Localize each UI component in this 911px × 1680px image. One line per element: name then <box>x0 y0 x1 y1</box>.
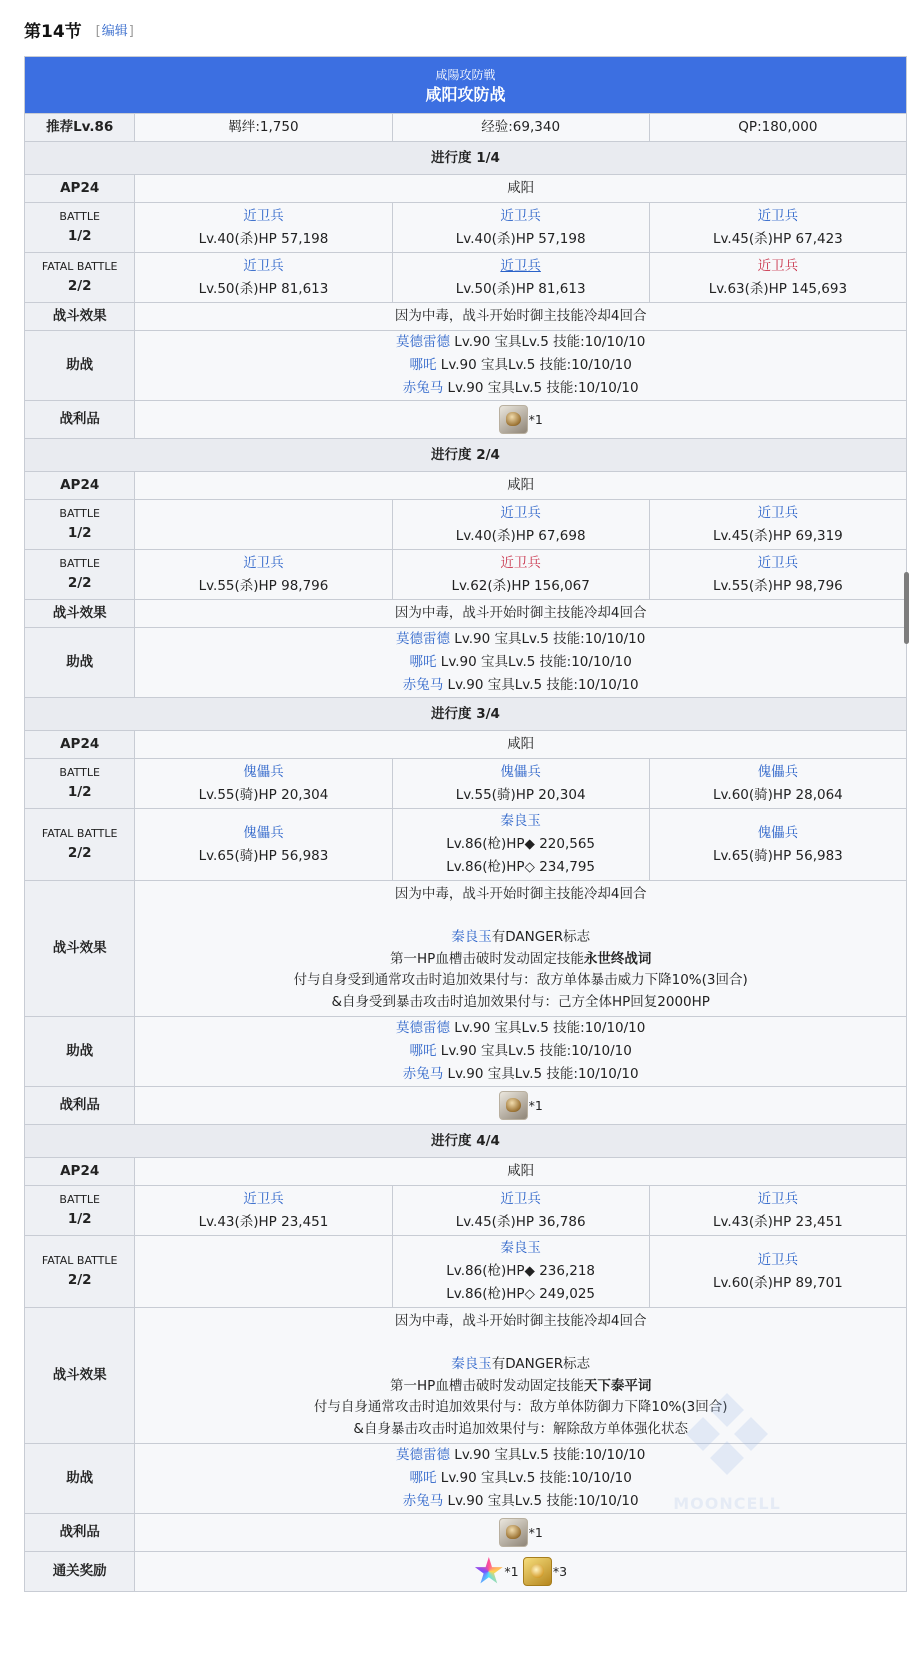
battle-effect: 因为中毒，战斗开始时御主技能冷却4回合 <box>135 600 907 628</box>
ap-cost: AP24 <box>25 472 135 500</box>
enemy-stats: Lv.60(杀)HP 89,701 <box>712 1274 843 1291</box>
support-label: 助战 <box>25 331 135 401</box>
scrollbar-thumb[interactable] <box>904 572 909 644</box>
enemy-name[interactable]: 近卫兵 <box>243 257 284 274</box>
edit-link[interactable]: 编辑 <box>101 23 128 39</box>
support-servant-link[interactable]: 哪吒 <box>409 1043 437 1059</box>
support-list: 莫德雷德 Lv.90 宝具Lv.5 技能:10/10/10 哪吒 Lv.90 宝具Lv.5 技能:10/10/10 赤兔马 Lv.90 宝具Lv.5 技能:10/10/10 <box>135 1444 907 1514</box>
wave-label: BATTLE 1/2 <box>25 1186 135 1236</box>
wave-label: FATAL BATTLE 2/2 <box>25 253 135 303</box>
drops <box>135 1087 907 1125</box>
enemy-name[interactable]: 近卫兵 <box>757 504 799 521</box>
enemy-name[interactable]: 近卫兵 <box>757 554 799 571</box>
enemy-name[interactable]: 近卫兵 <box>757 1190 799 1207</box>
location: 咸阳 <box>135 175 907 203</box>
enemy-name[interactable]: 近卫兵 <box>243 554 284 571</box>
section-title: 第14节 <box>24 21 82 42</box>
bond-value: 羁绊:1,750 <box>135 114 392 142</box>
enemy-cell <box>649 253 906 303</box>
ap-cost: AP24 <box>25 731 135 759</box>
recommend-level: 推荐Lv.86 <box>25 114 135 142</box>
support-label: 助战 <box>25 628 135 698</box>
boss-cell <box>392 809 649 881</box>
location: 咸阳 <box>135 472 907 500</box>
enemy-stats: Lv.40(杀)HP 57,198 <box>198 230 329 247</box>
reward-qty: *3 <box>552 1564 568 1579</box>
section-header <box>24 16 134 42</box>
support-label: 助战 <box>25 1444 135 1514</box>
enemy-cell <box>392 253 649 303</box>
support-servant-link[interactable]: 莫德雷德 <box>396 631 451 647</box>
enemy-name[interactable]: 近卫兵 <box>757 207 799 224</box>
wave-label: BATTLE 1/2 <box>25 500 135 550</box>
wave-label: FATAL BATTLE 2/2 <box>25 809 135 881</box>
boss-hp-bar-2: Lv.86(枪)HP◇ 249,025 <box>446 1286 596 1302</box>
battle-effect: 因为中毒，战斗开始时御主技能冷却4回合 <box>135 303 907 331</box>
support-list: 莫德雷德 Lv.90 宝具Lv.5 技能:10/10/10 哪吒 Lv.90 宝具Lv.5 技能:10/10/10 赤兔马 Lv.90 宝具Lv.5 技能:10/10/10 <box>135 331 907 401</box>
enemy-name[interactable]: 傀儡兵 <box>757 763 799 780</box>
support-servant-link[interactable]: 赤兔马 <box>402 677 444 693</box>
edit-link-wrapper: [编辑] <box>95 23 134 39</box>
enemy-cell <box>135 1186 392 1236</box>
gear-material-icon[interactable] <box>499 405 528 434</box>
enemy-cell <box>392 550 649 600</box>
support-servant-link[interactable]: 哪吒 <box>409 357 437 373</box>
enemy-stats: Lv.55(骑)HP 20,304 <box>198 786 329 803</box>
enemy-name[interactable]: 傀儡兵 <box>243 824 284 841</box>
enemy-stats: Lv.43(杀)HP 23,451 <box>198 1213 329 1230</box>
enemy-stats: Lv.40(杀)HP 57,198 <box>455 230 586 247</box>
enemy-name[interactable]: 近卫兵 <box>757 1251 799 1268</box>
battle-effect-label: 战斗效果 <box>25 303 135 331</box>
quest-title-cn: 咸阳攻防战 <box>425 85 506 104</box>
enemy-stats: Lv.40(杀)HP 67,698 <box>455 527 586 544</box>
support-list: 莫德雷德 Lv.90 宝具Lv.5 技能:10/10/10 哪吒 Lv.90 宝具Lv.5 技能:10/10/10 赤兔马 Lv.90 宝具Lv.5 技能:10/10/10 <box>135 1017 907 1087</box>
enemy-cell <box>135 809 392 881</box>
support-servant-link[interactable]: 莫德雷德 <box>396 334 451 350</box>
enemy-stats: Lv.65(骑)HP 56,983 <box>198 847 329 864</box>
saint-quartz-icon[interactable] <box>474 1557 503 1586</box>
support-servant-link[interactable]: 哪吒 <box>409 1470 437 1486</box>
enemy-name[interactable]: 近卫兵 <box>500 504 541 521</box>
enemy-stats: Lv.45(杀)HP 36,786 <box>455 1213 586 1230</box>
enemy-stats: Lv.55(杀)HP 98,796 <box>198 577 329 594</box>
enemy-cell <box>649 759 906 809</box>
enemy-cell <box>392 759 649 809</box>
quest-table-wrapper <box>24 56 907 1592</box>
boss-hp-bar-1: Lv.86(枪)HP◆ 220,565 <box>446 836 596 852</box>
battle-effect-label: 战斗效果 <box>25 1308 135 1444</box>
skill-name: 天下泰平词 <box>583 1377 652 1394</box>
boss-hp-bar-1: Lv.86(枪)HP◆ 236,218 <box>446 1263 596 1279</box>
skill-name: 永世终战词 <box>583 950 652 967</box>
support-label: 助战 <box>25 1017 135 1087</box>
reward-qty: *1 <box>504 1564 519 1579</box>
clear-reward <box>135 1552 907 1592</box>
enemy-name[interactable]: 近卫兵 <box>500 554 541 571</box>
watermark-text: MOONCELL <box>673 1494 781 1513</box>
progress-header: 进行度 4/4 <box>25 1125 907 1158</box>
battle-effect-label: 战斗效果 <box>25 600 135 628</box>
battle-effect: 因为中毒，战斗开始时御主技能冷却4回合 秦良玉有DANGER标志 第一HP血槽击破时发动固定技能天下泰平词 付与自身通常攻击时追加效果付与：敌方单体防御力下降10%(3回合) &自身暴击攻击时追加效果付与：解除敌方单体强化状态 <box>135 1308 907 1444</box>
ap-cost: AP24 <box>25 1158 135 1186</box>
boss-link[interactable]: 秦良玉 <box>451 929 492 945</box>
battle-effect: 因为中毒，战斗开始时御主技能冷却4回合 秦良玉有DANGER标志 第一HP血槽击破时发动固定技能永世终战词 付与自身受到通常攻击时追加效果付与：敌方单体暴击威力下降10%(3回合) &自身受到暴击攻击时追加效果付与：己方全体HP回复2000HP <box>135 881 907 1017</box>
support-list: 莫德雷德 Lv.90 宝具Lv.5 技能:10/10/10 哪吒 Lv.90 宝具Lv.5 技能:10/10/10 赤兔马 Lv.90 宝具Lv.5 技能:10/10/10 <box>135 628 907 698</box>
drops <box>135 401 907 439</box>
enemy-stats: Lv.45(杀)HP 67,423 <box>712 230 843 247</box>
support-servant-link[interactable]: 哪吒 <box>409 654 437 670</box>
quest-table <box>24 56 907 1592</box>
location: 咸阳 <box>135 731 907 759</box>
enemy-cell-empty <box>135 1236 392 1308</box>
gear-material-icon[interactable] <box>499 1091 528 1120</box>
quest-title <box>25 57 907 114</box>
enemy-name[interactable]: 近卫兵 <box>500 257 541 274</box>
clear-reward-label: 通关奖励 <box>25 1552 135 1592</box>
enemy-stats: Lv.63(杀)HP 145,693 <box>708 280 848 297</box>
enemy-stats: Lv.55(骑)HP 20,304 <box>455 786 586 803</box>
enemy-name[interactable]: 近卫兵 <box>500 1190 541 1207</box>
exp-value: 经验:69,340 <box>392 114 649 142</box>
progress-header: 进行度 3/4 <box>25 698 907 731</box>
enemy-stats: Lv.60(骑)HP 28,064 <box>712 786 843 803</box>
support-servant-link[interactable]: 莫德雷德 <box>396 1447 451 1463</box>
enemy-stats: Lv.43(杀)HP 23,451 <box>712 1213 843 1230</box>
location: 咸阳 <box>135 1158 907 1186</box>
enemy-name[interactable]: 近卫兵 <box>243 1190 284 1207</box>
qp-value: QP:180,000 <box>649 114 906 142</box>
progress-header: 进行度 2/4 <box>25 439 907 472</box>
enemy-name[interactable]: 傀儡兵 <box>757 824 799 841</box>
ap-cost: AP24 <box>25 175 135 203</box>
progress-header: 进行度 1/4 <box>25 142 907 175</box>
enemy-cell <box>649 500 906 550</box>
boss-link[interactable]: 秦良玉 <box>451 1356 492 1372</box>
support-servant-link[interactable]: 赤兔马 <box>402 380 444 396</box>
enemy-stats: Lv.62(杀)HP 156,067 <box>451 577 590 594</box>
enemy-stats: Lv.45(杀)HP 69,319 <box>712 527 843 544</box>
enemy-stats: Lv.50(杀)HP 81,613 <box>455 280 586 297</box>
enemy-stats: Lv.55(杀)HP 98,796 <box>712 577 843 594</box>
gear-material-icon[interactable] <box>499 1518 528 1547</box>
enemy-cell <box>649 1186 906 1236</box>
drop-qty: *1 <box>528 1525 543 1540</box>
drops <box>135 1514 907 1552</box>
enemy-cell <box>649 809 906 881</box>
drops-label: 战利品 <box>25 1514 135 1552</box>
enemy-cell <box>649 1236 906 1308</box>
boss-name[interactable]: 秦良玉 <box>500 813 541 829</box>
enemy-cell-empty <box>135 500 392 550</box>
enemy-name[interactable]: 傀儡兵 <box>243 763 284 780</box>
enemy-cell <box>649 550 906 600</box>
support-servant-link[interactable]: 赤兔马 <box>402 1493 444 1509</box>
drop-qty: *1 <box>528 1098 543 1113</box>
drops-label: 战利品 <box>25 1087 135 1125</box>
enemy-name[interactable]: 近卫兵 <box>243 207 284 224</box>
support-servant-link[interactable]: 莫德雷德 <box>396 1020 451 1036</box>
quest-title-jp: 咸陽攻防戦 <box>435 68 496 82</box>
drops-label: 战利品 <box>25 401 135 439</box>
battle-effect-label: 战斗效果 <box>25 881 135 1017</box>
enemy-stats: Lv.65(骑)HP 56,983 <box>712 847 843 864</box>
enemy-name[interactable]: 近卫兵 <box>757 257 799 274</box>
enemy-cell <box>135 253 392 303</box>
enemy-stats: Lv.50(杀)HP 81,613 <box>198 280 329 297</box>
wave-label: BATTLE 1/2 <box>25 203 135 253</box>
drop-qty: *1 <box>528 412 543 427</box>
wave-label: BATTLE 2/2 <box>25 550 135 600</box>
enemy-cell <box>392 500 649 550</box>
enemy-name[interactable]: 近卫兵 <box>500 207 541 224</box>
boss-name[interactable]: 秦良玉 <box>500 1240 541 1256</box>
golden-fou-icon[interactable] <box>523 1557 552 1586</box>
enemy-cell <box>392 1186 649 1236</box>
wave-label: BATTLE 1/2 <box>25 759 135 809</box>
enemy-name[interactable]: 傀儡兵 <box>500 763 541 780</box>
enemy-cell <box>392 203 649 253</box>
wave-label: FATAL BATTLE 2/2 <box>25 1236 135 1308</box>
enemy-cell <box>135 550 392 600</box>
enemy-cell <box>135 759 392 809</box>
support-servant-link[interactable]: 赤兔马 <box>402 1066 444 1082</box>
enemy-cell <box>135 203 392 253</box>
boss-hp-bar-2: Lv.86(枪)HP◇ 234,795 <box>446 859 596 875</box>
enemy-cell <box>649 203 906 253</box>
boss-cell <box>392 1236 649 1308</box>
